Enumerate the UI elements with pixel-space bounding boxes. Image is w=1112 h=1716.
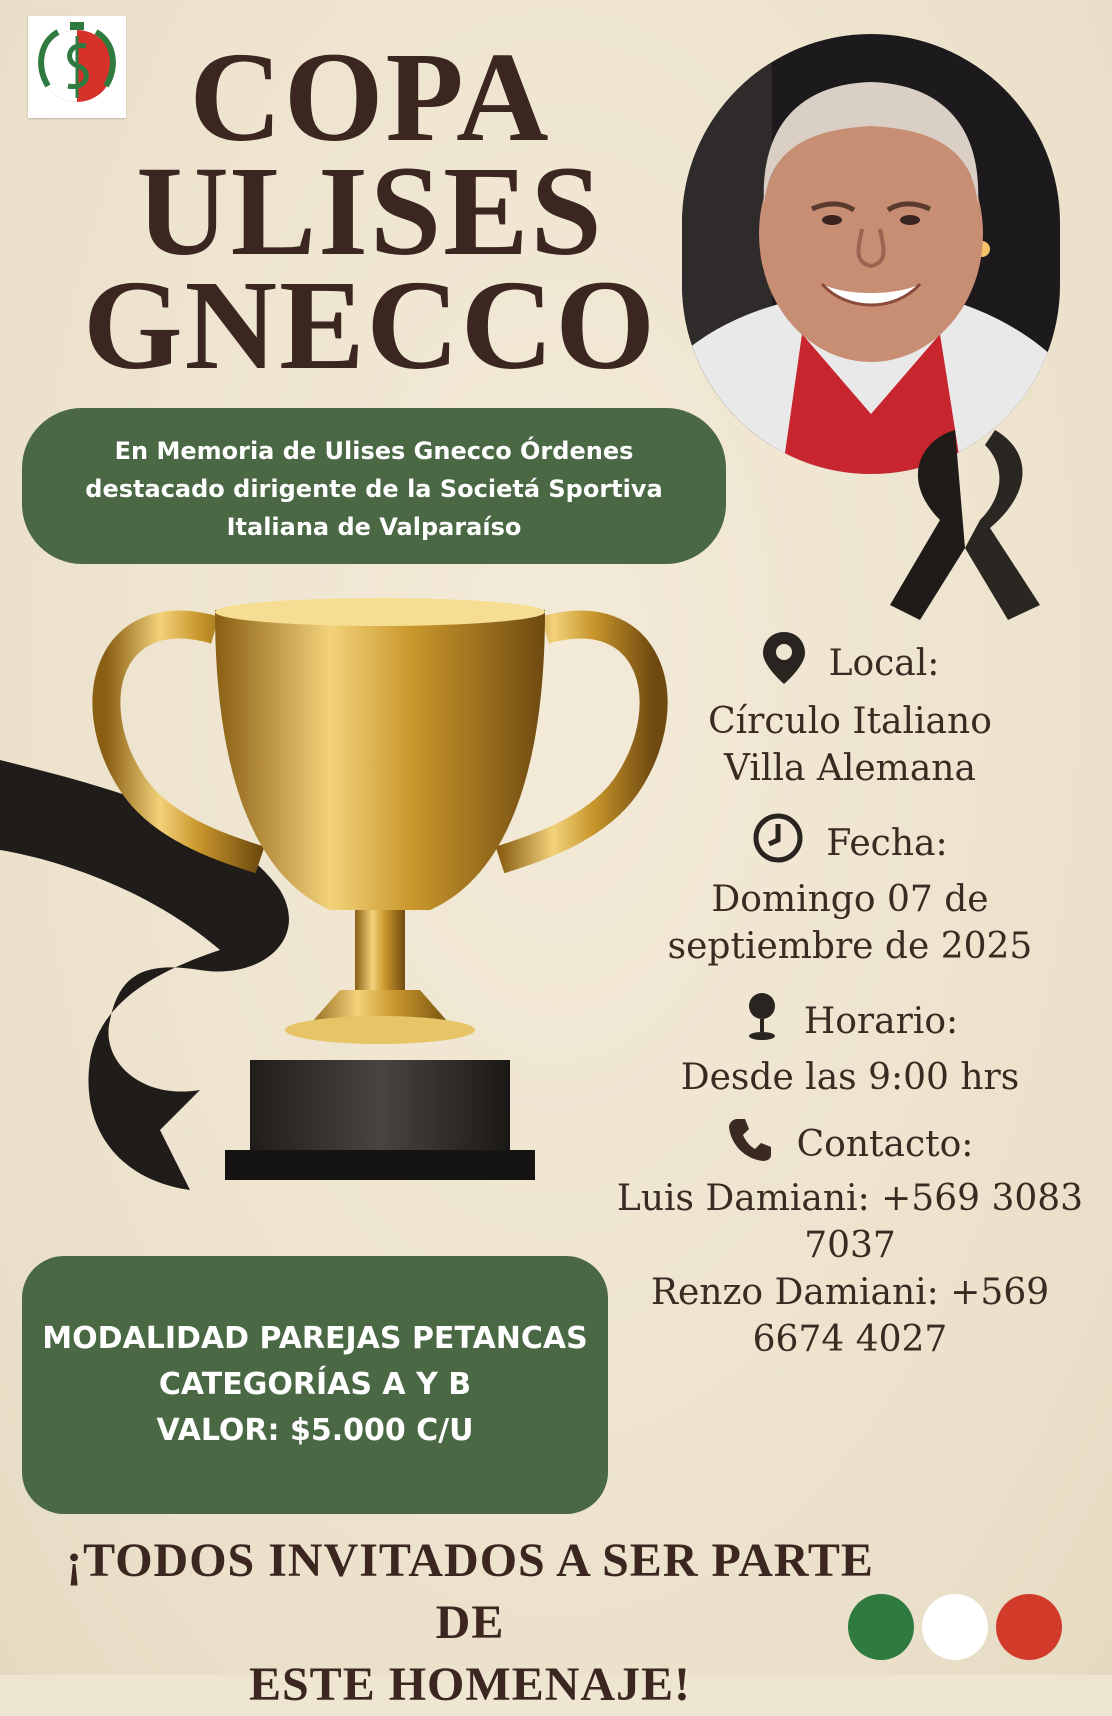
horario-label: Horario:: [803, 1001, 959, 1042]
modality-banner: [22, 1256, 608, 1514]
mourning-ribbon-icon: [880, 420, 1050, 630]
fecha-label-row: [610, 812, 1090, 876]
local-label-row: [610, 630, 1090, 698]
modality-line3: VALOR: $5.000 C/U: [156, 1413, 474, 1448]
horario-value: Desde las 9:00 hrs: [680, 1057, 1020, 1098]
memorial-banner: [22, 408, 726, 564]
title-line-2: ULISES: [136, 140, 604, 282]
contacto-label-row: [610, 1115, 1090, 1175]
cta-line2: ESTE HOMENAJE!: [248, 1658, 692, 1711]
portrait-photo: [682, 34, 1060, 474]
clock-icon: [752, 812, 804, 876]
local-label: Local:: [828, 643, 940, 684]
white-dot-icon: [922, 1594, 988, 1660]
trophy-illustration: [0, 590, 700, 1250]
bocce-icon: [742, 990, 782, 1054]
local-value-line1: Círculo Italiano: [708, 701, 992, 742]
event-details: [610, 630, 1090, 1363]
fecha-label: Fecha:: [826, 823, 948, 864]
cta-line1: ¡TODOS INVITADOS A SER PARTE DE: [66, 1534, 874, 1649]
fecha-value-line1: Domingo 07 de: [711, 879, 989, 920]
contact1-line1: Luis Damiani: +569 3083: [616, 1178, 1084, 1219]
title-line-3: GNECCO: [83, 254, 657, 396]
phone-icon: [727, 1115, 775, 1175]
modality-line1: MODALIDAD PAREJAS PETANCAS: [42, 1321, 588, 1356]
horario-label-row: [610, 990, 1090, 1054]
contacto-label: Contacto:: [796, 1124, 974, 1165]
location-pin-icon: [761, 630, 807, 698]
modality-line2: CATEGORÍAS A Y B: [158, 1367, 472, 1402]
event-title: [60, 26, 680, 396]
contact1-line2: 7037: [804, 1225, 896, 1266]
memorial-text: En Memoria de Ulises Gnecco Órdenes destacado dirigente de la Societá Sportiva Italiana de Valparaíso: [85, 437, 663, 541]
local-value-line2: Villa Alemana: [724, 748, 976, 789]
fecha-value-line2: septiembre de 2025: [667, 926, 1033, 967]
contact2-line2: 6674 4027: [752, 1319, 948, 1360]
contact2-line1: Renzo Damiani: +569: [650, 1272, 1050, 1313]
call-to-action: [30, 1530, 910, 1716]
red-dot-icon: [996, 1594, 1062, 1660]
title-line-1: COPA: [189, 26, 551, 168]
green-dot-icon: [848, 1594, 914, 1660]
